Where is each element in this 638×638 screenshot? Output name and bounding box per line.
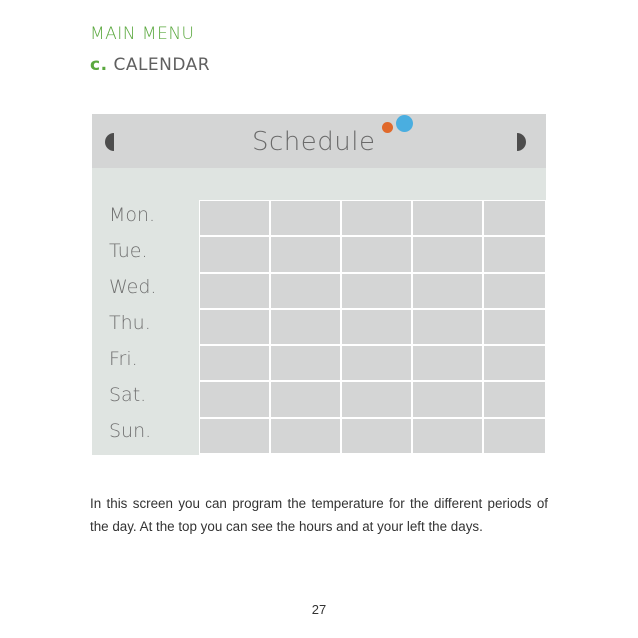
subsection-title: CALENDAR (113, 55, 211, 75)
schedule-cell[interactable] (413, 274, 484, 310)
body-paragraph: In this screen you can program the temperature for the different periods of the day. At the top you can see the hours and at your left the days. (90, 496, 548, 534)
half-circle-left-icon[interactable] (105, 133, 114, 151)
schedule-cell[interactable] (342, 419, 413, 455)
schedule-cell[interactable] (271, 201, 342, 237)
schedule-screen (92, 114, 546, 455)
schedule-grid (199, 200, 546, 455)
schedule-header (92, 114, 546, 168)
schedule-cell[interactable] (413, 237, 484, 273)
schedule-cell[interactable] (413, 419, 484, 455)
schedule-cell[interactable] (484, 419, 546, 455)
schedule-cell[interactable] (342, 274, 413, 310)
schedule-cell[interactable] (200, 310, 271, 346)
subsection-heading (90, 55, 210, 75)
day-label-fri: Fri. (109, 348, 138, 370)
schedule-cell[interactable] (342, 310, 413, 346)
schedule-cell[interactable] (200, 419, 271, 455)
schedule-cell[interactable] (484, 310, 546, 346)
page-number: 27 (311, 602, 327, 617)
schedule-cell[interactable] (342, 237, 413, 273)
schedule-cell[interactable] (200, 237, 271, 273)
section-heading: MAIN MENU (90, 24, 195, 44)
schedule-cell[interactable] (271, 274, 342, 310)
orange-dot-icon (382, 122, 393, 133)
schedule-cell[interactable] (484, 237, 546, 273)
schedule-cell[interactable] (413, 346, 484, 382)
subsection-prefix: c. (90, 55, 108, 75)
schedule-cell[interactable] (200, 201, 271, 237)
schedule-cell[interactable] (484, 274, 546, 310)
schedule-cell[interactable] (413, 201, 484, 237)
schedule-cell[interactable] (200, 346, 271, 382)
day-label-mon: Mon. (109, 204, 156, 226)
schedule-cell[interactable] (484, 346, 546, 382)
schedule-cell[interactable] (200, 382, 271, 418)
schedule-cell[interactable] (342, 201, 413, 237)
schedule-cell[interactable] (271, 346, 342, 382)
schedule-cell[interactable] (271, 382, 342, 418)
schedule-cell[interactable] (413, 382, 484, 418)
schedule-cell[interactable] (484, 201, 546, 237)
schedule-cell[interactable] (413, 310, 484, 346)
schedule-cell[interactable] (342, 382, 413, 418)
schedule-cell[interactable] (200, 274, 271, 310)
blue-dot-icon (396, 115, 413, 132)
schedule-cell[interactable] (484, 382, 546, 418)
day-label-sun: Sun. (109, 420, 152, 442)
day-label-tue: Tue. (109, 240, 148, 262)
schedule-cell[interactable] (271, 237, 342, 273)
schedule-cell[interactable] (271, 310, 342, 346)
half-circle-right-icon[interactable] (517, 133, 526, 151)
day-label-sat: Sat. (109, 384, 147, 406)
schedule-cell[interactable] (342, 346, 413, 382)
schedule-title: Schedule (252, 127, 376, 157)
day-label-thu: Thu. (109, 312, 151, 334)
day-label-wed: Wed. (109, 276, 157, 298)
schedule-cell[interactable] (271, 419, 342, 455)
